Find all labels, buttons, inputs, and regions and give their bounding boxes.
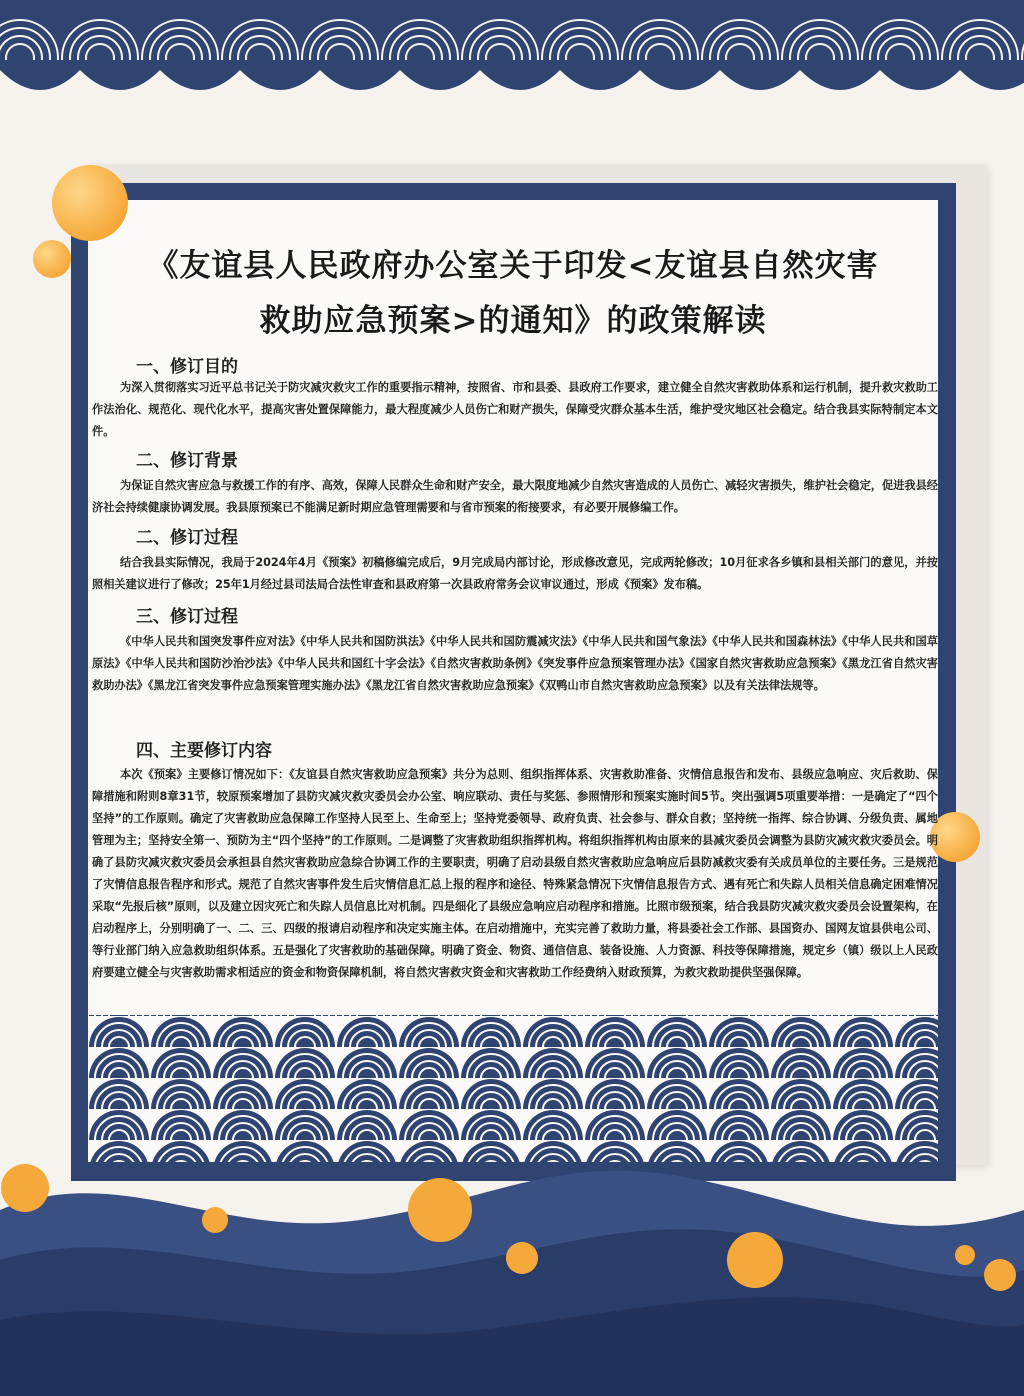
section-heading-process: 二、修订过程 <box>136 528 238 548</box>
section-text-main-content: 本次《预案》主要修订情况如下：《友谊县自然灾害救助应急预案》共分为总则、组织指挥体系、灾害救助准备、灾情信息报告和发布、县级应急响应、灾后救助、保障措施和附则8章31节，较原预案增加了县防灾减灾救灾委员会办公室、响应联动、责任与奖惩、参照情形和预案实施时间5节。突出强调5项重要举措：一是确定了“四个坚持”的工作原则。确定了灾害救助应急保障工作坚持人民至上、生命至上；坚持党委领导、政府负责、社会参与、群众自救；坚持统一指挥、综合协调、分级负责、属地管理为主；坚持安全第一、预防为主“四个坚持”的工作原则。二是调整了灾害救助组织指挥机构。将组织指挥机构由原来的县减灾委员会调整为县防灾减灾救灾委员会。明确了县防灾减灾救灾委员会承担县自然灾害救助应急综合协调工作的主要职责，明确了启动县级自然灾害救助应急响应后县防减救灾委有关成员单位的主要任务。三是规范了灾情信息报告程序和形式。规范了自然灾害事件发生后灾情信息汇总上报的程序和途径、特殊紧急情况下灾情信息报告方式、遇有死亡和失踪人员相关信息确定困难情况采取“先报后核”原则，以及建立因灾死亡和失踪人员信息比对机制。四是细化了县级应急响应启动程序和措施。比照市级预案，结合我县防灾减灾救灾委员会设置架构，在启动程序上，分别明确了一、二、三、四级的报请启动程序和决定实施主体。在启动措施中，充实完善了救助力量，将县委社会工作部、县国资办、国网友谊县供电公司、等行业部门纳入应急救助组织体系。五是强化了灾害救助的基础保障。明确了资金、物资、通信信息、装备设施、人力资源、科技等保障措施，规定乡（镇）级以上人民政府要建立健全与灾害救助需求相适应的资金和物资保障机制，将自然灾害救灾资金和灾害救助工作经费纳入财政预算，为救灾救助提供坚强保障。 <box>92 768 938 979</box>
section-heading-purpose: 一、修订目的 <box>136 357 238 377</box>
document-title-line-1: 《友谊县人民政府办公室关于印发<友谊县自然灾害 <box>147 248 879 284</box>
top-wave-border <box>0 0 1024 110</box>
section-heading-background: 二、修订背景 <box>136 451 238 471</box>
document-title-line-2: 救助应急预案>的通知》的政策解读 <box>259 303 767 339</box>
bottom-wave-decoration <box>0 1150 1024 1396</box>
section-text-basis: 《中华人民共和国突发事件应对法》《中华人民共和国防洪法》《中华人民共和国防震减灾法》《中华人民共和国气象法》《中华人民共和国森林法》《中华人民共和国草原法》《中华人民共和国防沙治沙法》《中华人民共和国红十字会法》《自然灾害救助条例》《突发事件应急预案管理办法》《国家自然灾害救助应急预案》《黑龙江省自然灾害救助办法》《黑龙江省突发事件应急预案管理实施办法》《黑龙江省自然灾害救助应急预案》《双鸭山市自然灾害救助应急预案》以及有关法律法规等。 <box>92 635 938 692</box>
section-heading-main-content: 四、主要修订内容 <box>136 741 272 761</box>
section-heading-basis: 三、修订过程 <box>136 607 238 627</box>
document-content <box>88 200 938 1160</box>
section-text-purpose: 为深入贯彻落实习近平总书记关于防灾减灾救灾工作的重要指示精神，按照省、市和县委、县政府工作要求，建立健全自然灾害救助体系和运行机制，提升救灾救助工作法治化、规范化、现代化水平，提高灾害处置保障能力，最大程度减少人员伤亡和财产损失，保障受灾群众基本生活，维护受灾地区社会稳定。结合我县实际特制定本文件。 <box>92 381 938 438</box>
section-text-background: 为保证自然灾害应急与救援工作的有序、高效，保障人民群众生命和财产安全，最大限度地减少自然灾害造成的人员伤亡、减轻灾害损失，维护社会稳定，促进我县经济社会持续健康协调发展。我县原预案已不能满足新时期应急管理需要和与省市预案的衔接要求，有必要开展修编工作。 <box>92 479 938 514</box>
section-text-process: 结合我县实际情况，我局于2024年4月《预案》初稿修编完成后，9月完成局内部讨论，形成修改意见，完成两轮修改；10月征求各乡镇和县相关部门的意见，并按照相关建议进行了修改；25年1月经过县司法局合法性审查和县政府第一次县政府常务会议审议通过，形成《预案》发布稿。 <box>92 556 938 591</box>
gold-dot-small-left <box>33 240 71 278</box>
